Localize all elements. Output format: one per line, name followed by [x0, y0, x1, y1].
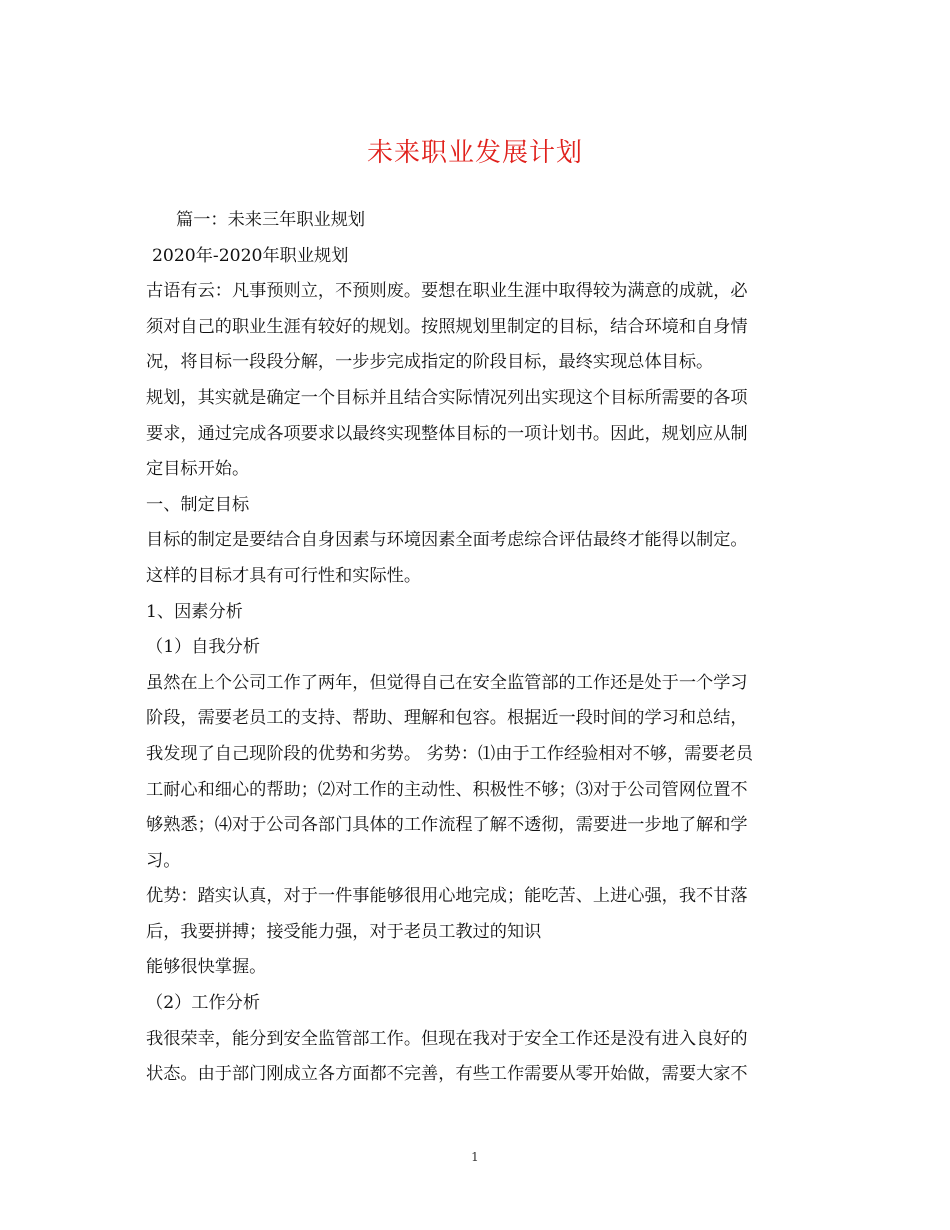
- text-line: 定目标开始。: [146, 459, 250, 480]
- text-line: 1、因素分析: [146, 601, 243, 622]
- text-line: 我发现了自己现阶段的优势和劣势。 劣势：⑴由于工作经验相对不够，需要老员: [146, 743, 754, 764]
- text-line: 工耐心和细心的帮助；⑵对工作的主动性、积极性不够；⑶对于公司管网位置不: [146, 779, 748, 800]
- text-line: 一、制定目标: [146, 494, 250, 515]
- text-line: 古语有云：凡事预则立，不预则废。要想在职业生涯中取得较为满意的成就，必: [146, 281, 748, 302]
- text-line: 阶段，需要老员工的支持、帮助、理解和包容。根据近一段时间的学习和总结，: [146, 708, 748, 729]
- text-line: 我很荣幸，能分到安全监管部工作。但现在我对于安全工作还是没有进入良好的: [146, 1028, 748, 1049]
- text-line: 要求，通过完成各项要求以最终实现整体目标的一项计划书。因此，规划应从制: [146, 423, 748, 444]
- text-line: 习。: [146, 850, 181, 871]
- text-line: 能够很快掌握。: [146, 957, 267, 978]
- document-body: [146, 203, 806, 1093]
- text-line: 目标的制定是要结合自身因素与环境因素全面考虑综合评估最终才能得以制定。: [146, 530, 748, 551]
- page-number: 1: [471, 1150, 479, 1164]
- text-line: 状态。由于部门刚成立各方面都不完善，有些工作需要从零开始做，需要大家不: [146, 1064, 748, 1085]
- text-line: 2020年-2020年职业规划: [152, 245, 349, 266]
- text-line: 虽然在上个公司工作了两年，但觉得自己在安全监管部的工作还是处于一个学习: [146, 672, 748, 693]
- text-line: （1）自我分析: [146, 637, 261, 658]
- document-title: 未来职业发展计划: [366, 138, 583, 168]
- text-line: 后，我要拼搏；接受能力强，对于老员工教过的知识: [146, 921, 542, 942]
- text-line: 这样的目标才具有可行性和实际性。: [146, 565, 422, 586]
- text-line: 够熟悉；⑷对于公司各部门具体的工作流程了解不透彻，需要进一步地了解和学: [146, 815, 748, 836]
- text-line: 规划，其实就是确定一个目标并且结合实际情况列出实现这个目标所需要的各项: [146, 387, 748, 408]
- text-line: 优势：踏实认真，对于一件事能够很用心地完成；能吃苦、上进心强，我不甘落: [146, 886, 748, 907]
- text-line: 篇一：未来三年职业规划: [176, 210, 366, 230]
- text-line: （2）工作分析: [146, 993, 261, 1014]
- text-line: 须对自己的职业生涯有较好的规划。按照规划里制定的目标，结合环境和自身情: [146, 316, 748, 337]
- text-line: 况，将目标一段段分解，一步步完成指定的阶段目标，最终实现总体目标。: [146, 352, 714, 373]
